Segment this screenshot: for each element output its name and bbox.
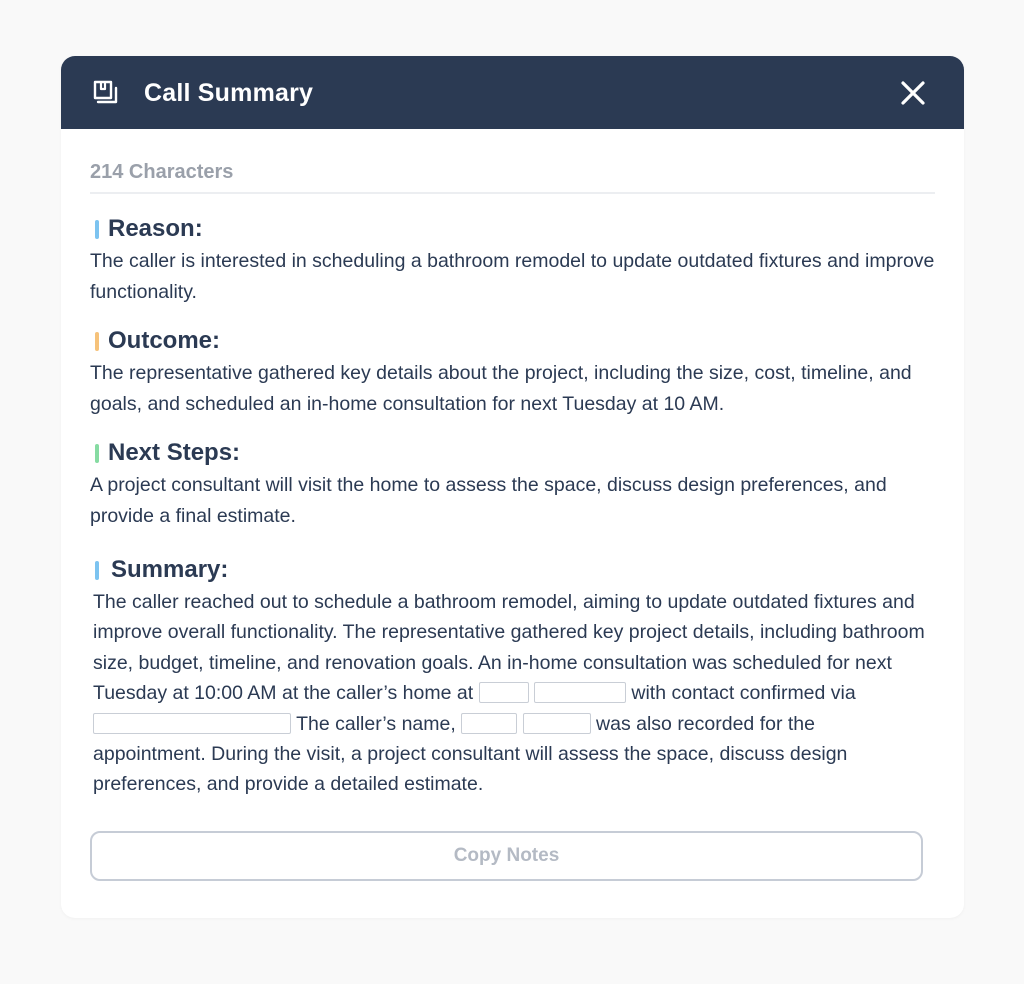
dialog-header — [61, 56, 964, 129]
next-steps-heading: Next Steps: — [108, 439, 241, 466]
dialog-title: Call Summary — [144, 79, 314, 107]
reason-heading: Reason: — [108, 215, 203, 242]
summary-text-part-3: The caller’s name, — [296, 712, 456, 735]
divider — [90, 192, 935, 194]
reason-accent-bar — [95, 220, 99, 239]
copy-notes-button[interactable]: Copy Notes — [90, 831, 923, 881]
summary-text-part-2: with contact confirmed via — [631, 682, 856, 705]
summary-heading-row — [90, 555, 228, 585]
redacted-name-field-2[interactable] — [523, 713, 591, 734]
summary-heading: Summary: — [111, 556, 229, 583]
character-count: 214 Characters — [90, 161, 234, 183]
summary-text — [93, 587, 933, 800]
next-steps-heading-row — [90, 438, 240, 468]
reason-text: The caller is interested in scheduling a bathroom remodel to update outdated fixtures and improve functionality. — [90, 250, 935, 303]
outcome-accent-bar — [95, 332, 99, 351]
outcome-heading-row — [90, 326, 220, 356]
outcome-heading: Outcome: — [108, 327, 221, 354]
redacted-address-field-2[interactable] — [534, 682, 626, 703]
reason-heading-row — [90, 214, 203, 244]
redacted-name-field[interactable] — [461, 713, 517, 734]
next-steps-text: A project consultant will visit the home to assess the space, discuss design preferences, and provide a final estimate. — [90, 474, 887, 527]
redacted-contact-field[interactable] — [93, 713, 291, 734]
call-summary-dialog — [61, 56, 964, 918]
next-steps-accent-bar — [95, 444, 99, 463]
notes-icon — [92, 80, 120, 106]
summary-text-part-1: The caller reached out to schedule a bathroom remodel, aiming to update outdated fixtures and improve overall functionality. The representative gathered key project details, including bathroom size, budget, timeline, and renovation goals. An in-home consultation was scheduled for next Tuesday at 10:00 AM at the caller’s home at — [93, 591, 925, 705]
redacted-address-field[interactable] — [479, 682, 529, 703]
outcome-text: The representative gathered key details about the project, including the size, cost, timeline, and goals, and scheduled an in-home consultation for next Tuesday at 10 AM. — [90, 362, 912, 415]
summary-accent-bar — [95, 561, 99, 580]
close-icon[interactable] — [900, 80, 926, 106]
summary-text-part-4: was also recorded for the appointment. During the visit, a project consultant will assess the space, discuss design preferences, and provide a detailed estimate. — [93, 712, 848, 796]
